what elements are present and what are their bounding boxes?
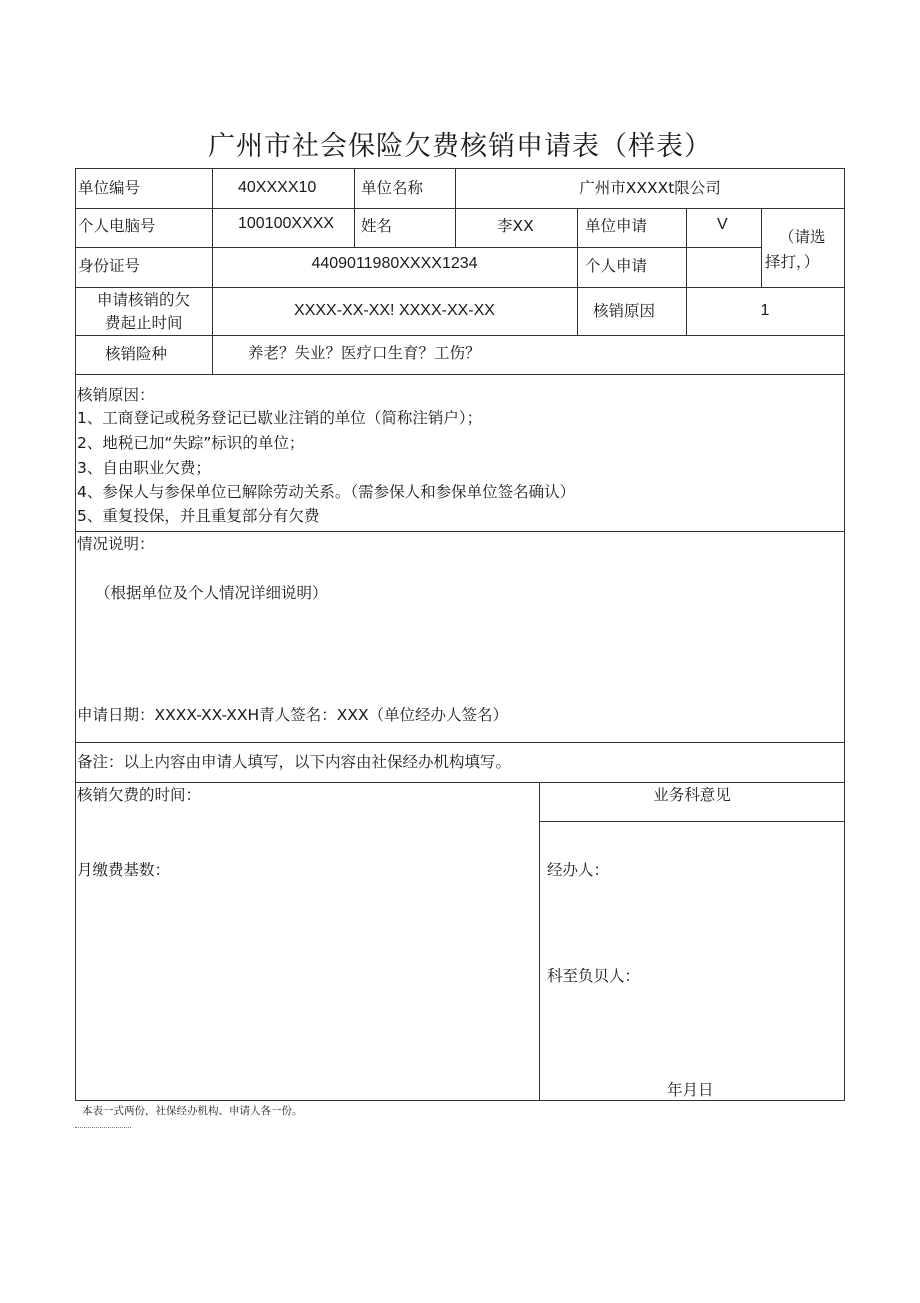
write-off-period-label: 核销欠费的时间：	[77, 786, 202, 804]
row-divider	[75, 208, 845, 209]
reason-item: 1、工商登记或税务登记已歇业注销的单位（简称注销户）；	[77, 409, 483, 427]
reason-label: 核销原因	[593, 302, 656, 320]
personal-apply-label: 个人申请	[585, 257, 648, 275]
unit-name-label: 单位名称	[361, 179, 424, 197]
reason-item: 5、重复投保，并且重复部分有欠费	[77, 507, 320, 525]
select-hint: （请选	[779, 228, 826, 246]
row-divider	[75, 247, 761, 248]
form-title: 广州市社会保险欠费核销申请表（样表）	[208, 131, 712, 162]
row-divider	[75, 531, 845, 532]
table-border-left	[75, 168, 76, 1101]
date-label: 年月日	[667, 1081, 714, 1099]
id-number-value: 4409011980XXXX1234	[311, 255, 478, 272]
insurance-type-label: 核销险种	[105, 345, 168, 363]
name-value: 李XX	[497, 217, 534, 235]
table-border-bottom	[75, 1100, 845, 1101]
note-text: 备注：以上内容由申请人填写，以下内容由社保经办机构填写。	[77, 753, 512, 771]
column-divider	[761, 208, 762, 287]
application-form-table	[75, 168, 845, 1101]
reason-item: 4、参保人与参保单位已解除劳动关系。（需参保人和参保单位签名确认）	[77, 483, 576, 501]
table-border-top	[75, 168, 845, 169]
monthly-base-label: 月缴费基数：	[77, 861, 171, 879]
column-divider	[354, 168, 355, 247]
insurance-type-options: 养老？失业？医疗口生育？工伤？	[248, 344, 481, 362]
unit-apply-label: 单位申请	[585, 217, 648, 235]
id-number-label: 身份证号	[78, 257, 141, 275]
period-value: XXXX-XX-XX! XXXX-XX-XX	[294, 302, 495, 319]
unit-number-value: 40XXXX10	[238, 179, 317, 196]
reason-value: 1	[760, 302, 770, 319]
period-label: 费起止时间	[105, 314, 183, 332]
period-label: 申请核销的欠	[97, 291, 191, 309]
column-divider	[539, 782, 540, 1100]
row-divider	[539, 821, 845, 822]
unit-apply-checkbox[interactable]: V	[717, 216, 728, 233]
dotted-line	[75, 1127, 131, 1128]
row-divider	[75, 287, 845, 288]
situation-hint: （根据单位及个人情况详细说明）	[95, 584, 328, 602]
reason-item: 3、自由职业欠费；	[77, 459, 211, 477]
row-divider	[75, 782, 845, 783]
pc-number-value: 100100XXXX	[238, 215, 335, 232]
reasons-heading: 核销原因：	[77, 386, 155, 404]
unit-name-value: 广州市XXXXt限公司	[579, 179, 721, 197]
row-divider	[75, 374, 845, 375]
column-divider	[577, 208, 578, 335]
handler-label: 经办人：	[547, 861, 610, 879]
applicant-sign-line: 申请日期：XXXX-XX-XXH青人签名：XXX（单位经办人签名）	[77, 706, 509, 724]
situation-heading: 情况说明：	[77, 535, 155, 553]
reason-item: 2、地税已加“失踪”标识的单位；	[77, 434, 305, 452]
dept-opinion-heading: 业务科意见	[653, 786, 731, 804]
row-divider	[75, 742, 845, 743]
select-hint: 择打，）	[765, 253, 820, 271]
unit-number-label: 单位编号	[78, 179, 141, 197]
table-border-right	[844, 168, 845, 1101]
pc-number-label: 个人电脑号	[78, 217, 156, 235]
name-label: 姓名	[361, 217, 393, 235]
row-divider	[75, 335, 845, 336]
chief-label: 科至负贝人：	[547, 967, 641, 985]
footer-note: 本表一式两份，社保经办机构、申请人各一份。	[82, 1105, 303, 1117]
